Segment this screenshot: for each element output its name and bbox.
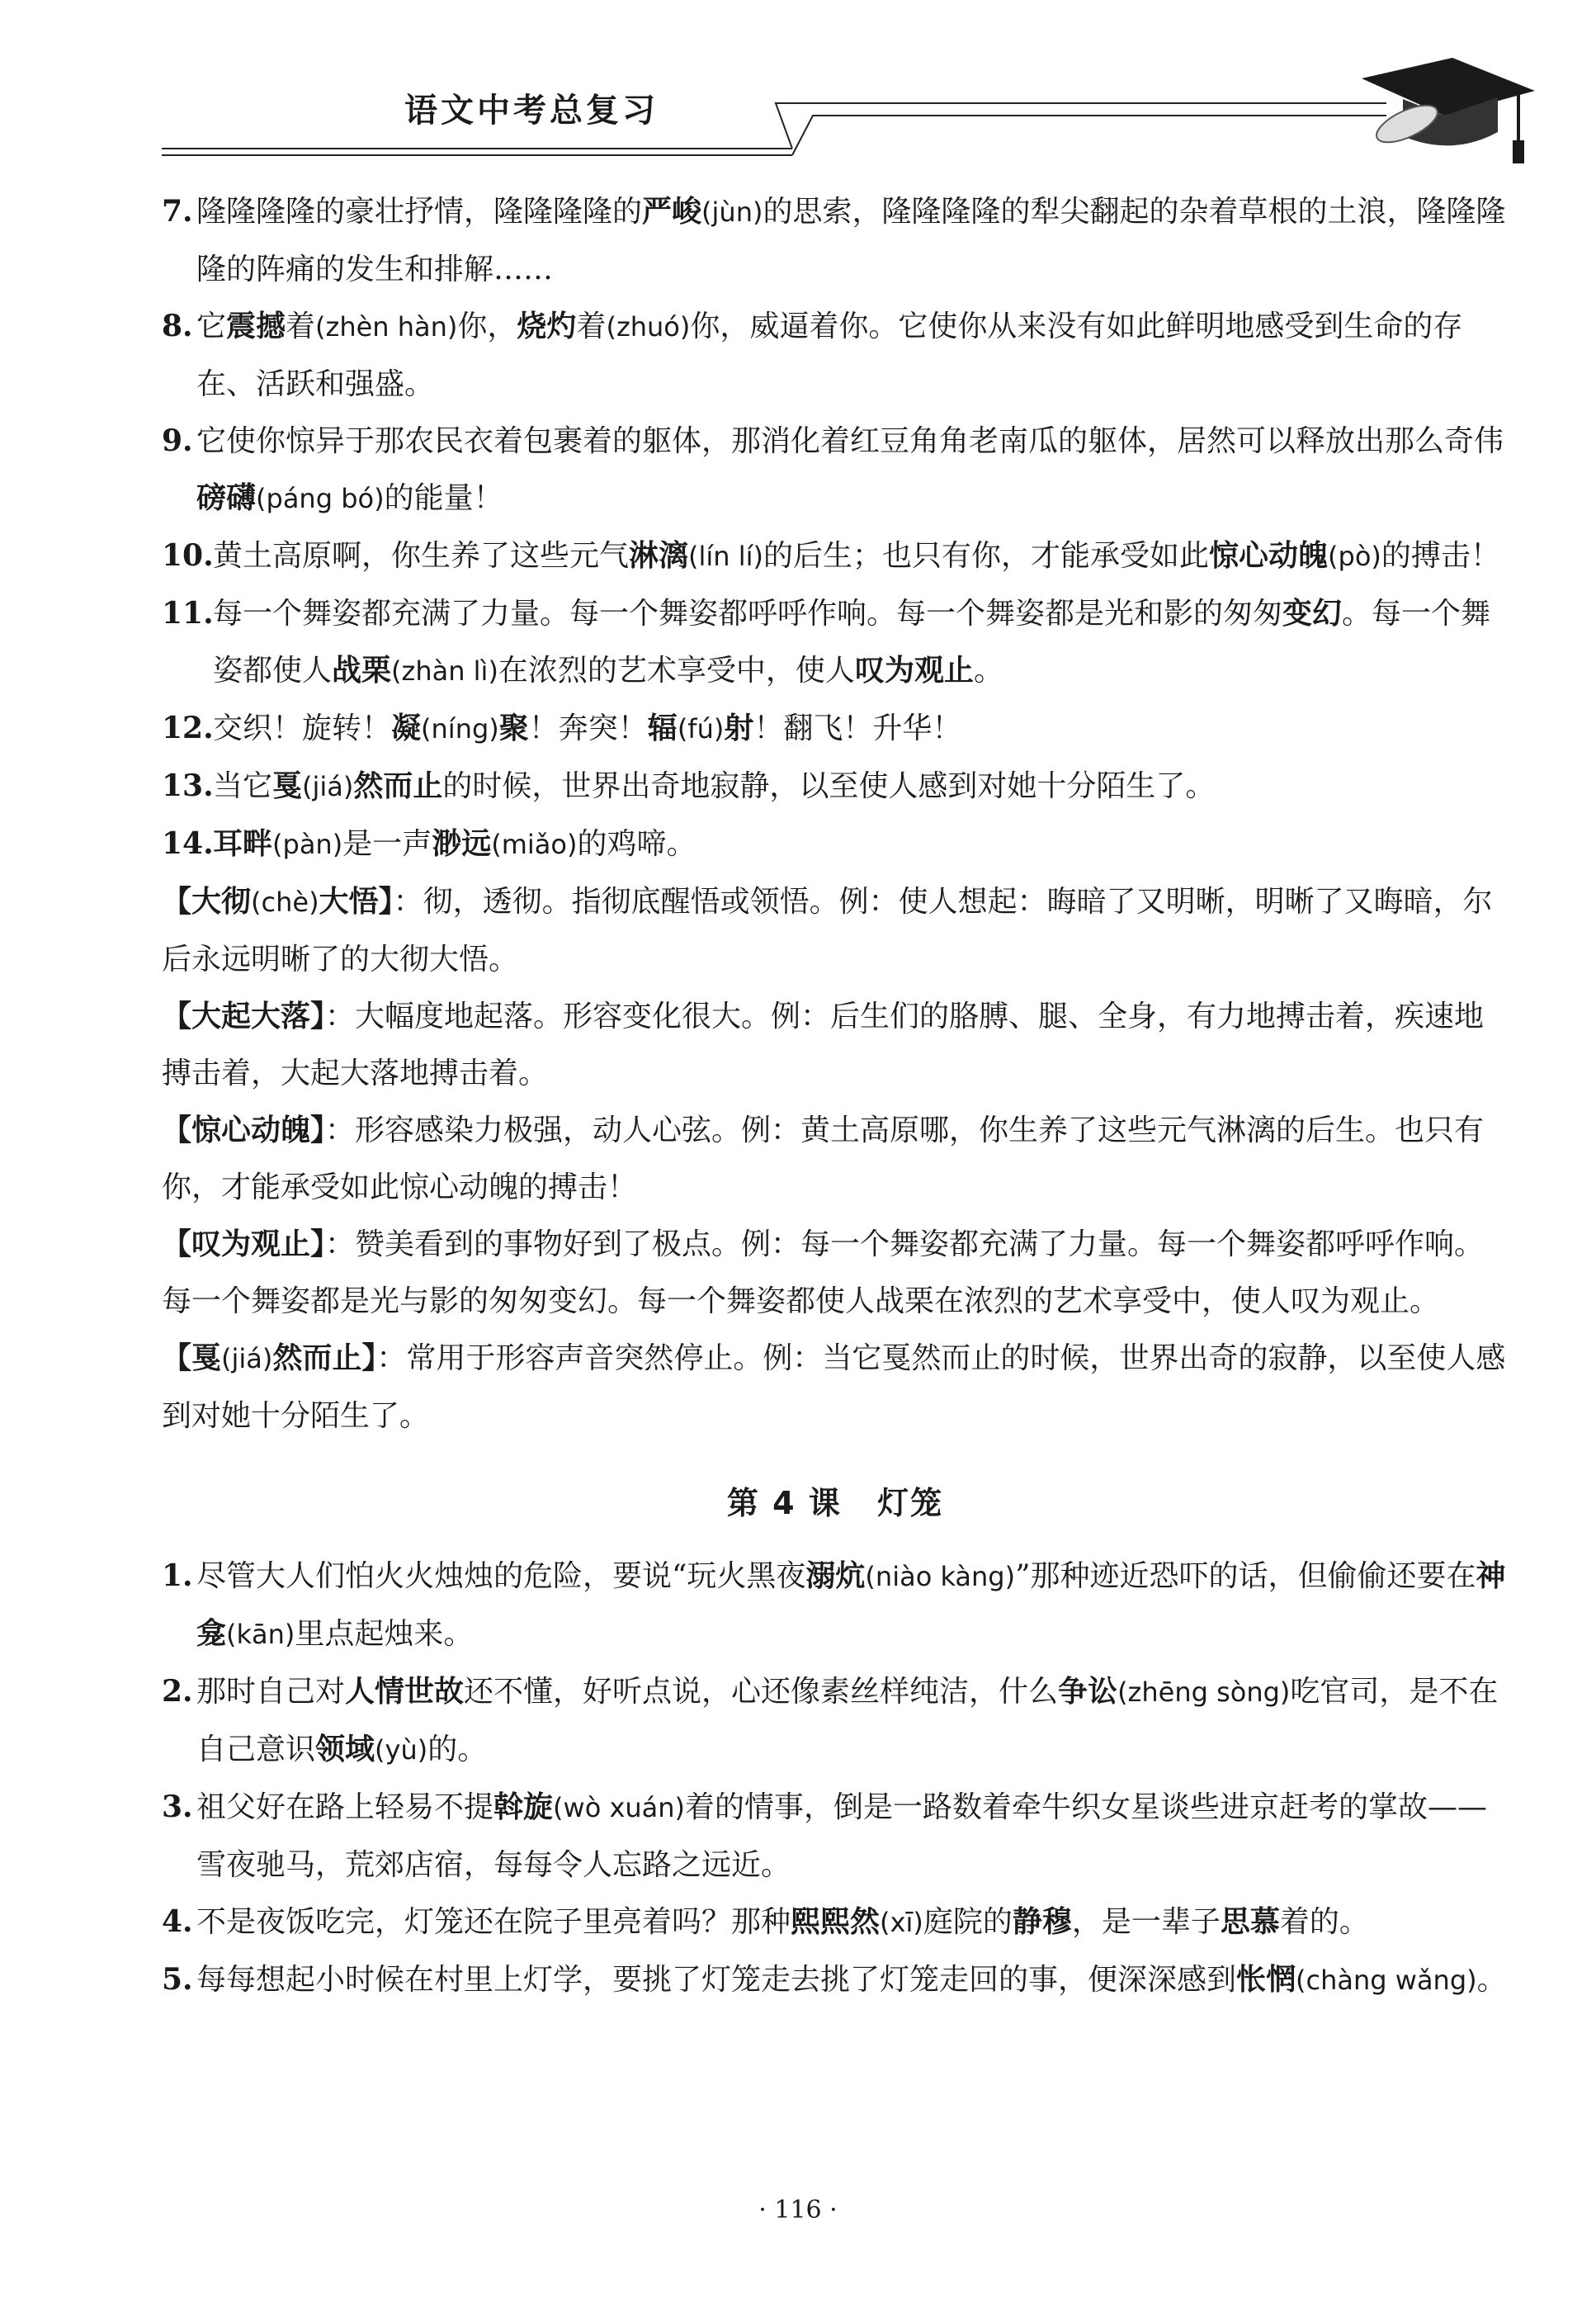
list-item	[162, 298, 1509, 413]
item-number: 4.	[162, 1904, 193, 1939]
item-text: 每每想起小时候在村里上灯学，要挑了灯笼走去挑了灯笼走回的事，便深深感到怅惘(chàng wǎng)。	[196, 1963, 1507, 1997]
item-text: 黄土高原啊，你生养了这些元气淋漓(lín lí)的后生；也只有你，才能承受如此惊心动魄(pò)的搏击！	[213, 539, 1500, 573]
item-text: 每一个舞姿都充满了力量。每一个舞姿都呼呼作响。每一个舞姿都是光和影的匆匆变幻。每一个舞姿都使人战栗(zhàn lì)在浓烈的艺术享受中，使人叹为观止。	[213, 597, 1491, 688]
term-definition: 【大起大落】：大幅度地起落。形容变化很大。例：后生们的胳膊、腿、全身，有力地搏击着，疾速地搏击着，大起大落地搏击着。	[162, 1000, 1485, 1090]
list-item	[162, 1894, 1509, 1951]
item-number: 13.	[162, 768, 214, 803]
item-text: 不是夜饭吃完，灯笼还在院子里亮着吗？那种熙熙然(xī)庭院的静穆，是一辈子思慕着的。	[196, 1905, 1369, 1939]
lesson-heading	[162, 1478, 1509, 1523]
item-number: 1.	[162, 1558, 193, 1593]
item-text: 当它戛(jiá)然而止的时候，世界出奇地寂静，以至使人感到对她十分陌生了。	[213, 769, 1216, 803]
list-item	[162, 1548, 1509, 1663]
list-item	[162, 1951, 1509, 2009]
item-number: 2.	[162, 1674, 193, 1709]
vocab-list-lesson-3	[162, 183, 1509, 873]
item-number: 9.	[162, 423, 193, 458]
lesson-name: 灯笼	[877, 1485, 944, 1521]
item-number: 14.	[162, 826, 214, 861]
lesson-label: 第 4 课	[726, 1485, 842, 1521]
list-item	[162, 700, 1509, 758]
header-title: 语文中考总复习	[404, 91, 659, 130]
page-content	[162, 183, 1509, 2009]
term-definition: 【惊心动魄】：形容感染力极强，动人心弦。例：黄土高原哪，你生养了这些元气淋漓的后生。也只有你，才能承受如此惊心动魄的搏击！	[162, 1114, 1485, 1204]
graduation-cap-icon	[1362, 58, 1535, 163]
item-text: 它震撼着(zhèn hàn)你，烧灼着(zhuó)你，威逼着你。它使你从来没有如此鲜明地感受到生命的存在、活跃和强盛。	[196, 310, 1463, 401]
item-text: 它使你惊异于那农民衣着包裹着的躯体，那消化着红豆角角老南瓜的躯体，居然可以释放出那么奇伟磅礴(páng bó)的能量！	[196, 424, 1504, 515]
item-text: 那时自己对人情世故还不懂，好听点说，心还像素丝样纯洁，什么争讼(zhēng sòng)吃官司，是不在自己意识领域(yù)的。	[196, 1675, 1499, 1766]
item-number: 10.	[162, 538, 214, 573]
list-item	[162, 413, 1509, 527]
term-definition: 【大彻(chè)大悟】：彻，透彻。指彻底醒悟或领悟。例：使人想起：晦暗了又明晰，明晰了又晦暗，尔后永远明晰了的大彻大悟。	[162, 885, 1493, 976]
list-item	[162, 816, 1509, 873]
list-item	[162, 527, 1509, 585]
item-number: 3.	[162, 1790, 193, 1824]
page-header	[0, 0, 1596, 182]
item-number: 8.	[162, 309, 193, 343]
list-item	[162, 183, 1509, 298]
list-item	[162, 1663, 1509, 1779]
term-definition: 【戛(jiá)然而止】：常用于形容声音突然停止。例：当它戛然而止的时候，世界出奇的寂静，以至使人感到对她十分陌生了。	[162, 1341, 1506, 1433]
page-number: · 116 ·	[758, 2196, 838, 2225]
item-number: 12.	[162, 711, 214, 745]
item-number: 11.	[162, 596, 214, 631]
vocab-list-lesson-4	[162, 1548, 1509, 2009]
item-text: 隆隆隆隆的豪壮抒情，隆隆隆隆的严峻(jùn)的思索，隆隆隆隆的犁尖翻起的杂着草根的土浪，隆隆隆隆的阵痛的发生和排解……	[196, 195, 1506, 286]
item-text: 耳畔(pàn)是一声渺远(miǎo)的鸡啼。	[213, 827, 696, 861]
item-number: 5.	[162, 1962, 193, 1997]
list-item	[162, 758, 1509, 816]
list-item	[162, 585, 1509, 700]
term-definition: 【叹为观止】：赞美看到的事物好到了极点。例：每一个舞姿都充满了力量。每一个舞姿都呼呼作响。每一个舞姿都是光与影的匆匆变幻。每一个舞姿都使人战栗在浓烈的艺术享受中，使人叹为观止。	[162, 1227, 1485, 1318]
term-definitions	[162, 873, 1509, 1445]
item-text: 尽管大人们怕火火烛烛的危险，要说“玩火黑夜溺炕(niào kàng)”那种迹近恐吓的话，但偷偷还要在神龛(kān)里点起烛来。	[196, 1559, 1506, 1651]
header-decoration	[0, 0, 1596, 182]
list-item	[162, 1779, 1509, 1894]
item-text: 交织！旋转！凝(níng)聚！奔突！辐(fú)射！翻飞！升华！	[213, 712, 962, 745]
item-number: 7.	[162, 194, 193, 229]
item-text: 祖父好在路上轻易不提斡旋(wò xuán)着的情事，倒是一路数着牵牛织女星谈些进京赶考的掌故——雪夜驰马，荒郊店宿，每每令人忘路之远近。	[196, 1790, 1488, 1882]
